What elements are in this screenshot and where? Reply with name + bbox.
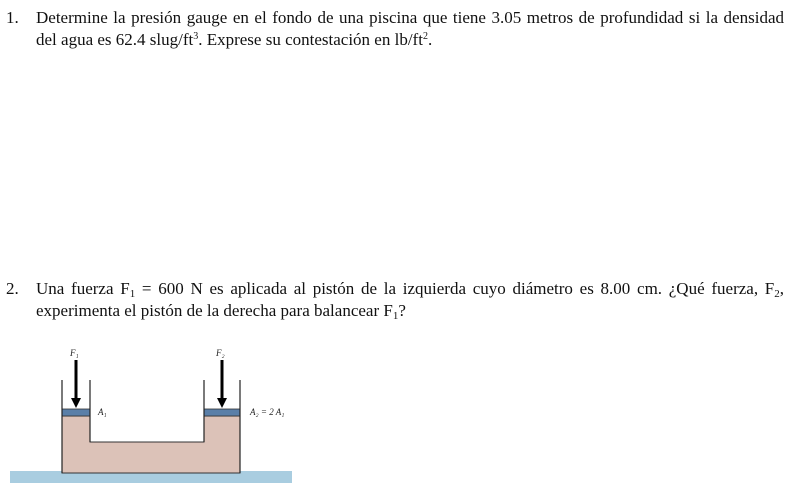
- text-segment: , experimenta el pistón de la derecha para balancear F: [36, 279, 784, 320]
- problem-text: [36, 278, 784, 322]
- subscript: 2: [774, 288, 780, 300]
- text-segment: ?: [398, 301, 406, 320]
- problem-number: 1.: [6, 8, 19, 27]
- right-piston: [204, 409, 240, 416]
- subscript: 1: [129, 288, 136, 300]
- label-f2: F₂: [216, 348, 225, 358]
- label-a2: A₂ = 2 A₁: [250, 407, 285, 417]
- text-segment: Determine la presión gauge en el fondo de una piscina que tiene 3.05 metros de profundidad si la densidad del agua es 62.4 slug/ft: [36, 8, 784, 49]
- superscript: 2: [422, 31, 428, 42]
- left-piston: [62, 409, 90, 416]
- subscript: 1: [392, 310, 399, 322]
- text-segment: = 600 N es aplicada al pistón de la izquierda cuyo diámetro es 8.00 cm. ¿Qué fuerza, F: [135, 279, 775, 298]
- label-a1: A₁: [98, 407, 107, 417]
- hydraulic-press-figure: [0, 330, 300, 486]
- label-f1: F₁: [70, 348, 79, 358]
- problem-text: [36, 7, 784, 51]
- hydraulic-press-diagram: [0, 330, 300, 486]
- text-segment: Una fuerza F: [36, 279, 130, 298]
- force-arrow-f1: [71, 360, 81, 408]
- superscript: 3: [193, 31, 199, 42]
- text-segment: .: [427, 30, 433, 49]
- fluid: [62, 416, 240, 473]
- force-arrow-f2: [217, 360, 227, 408]
- text-segment: . Exprese su contestación en lb/ft: [198, 30, 423, 49]
- problem-number: 2.: [6, 279, 19, 298]
